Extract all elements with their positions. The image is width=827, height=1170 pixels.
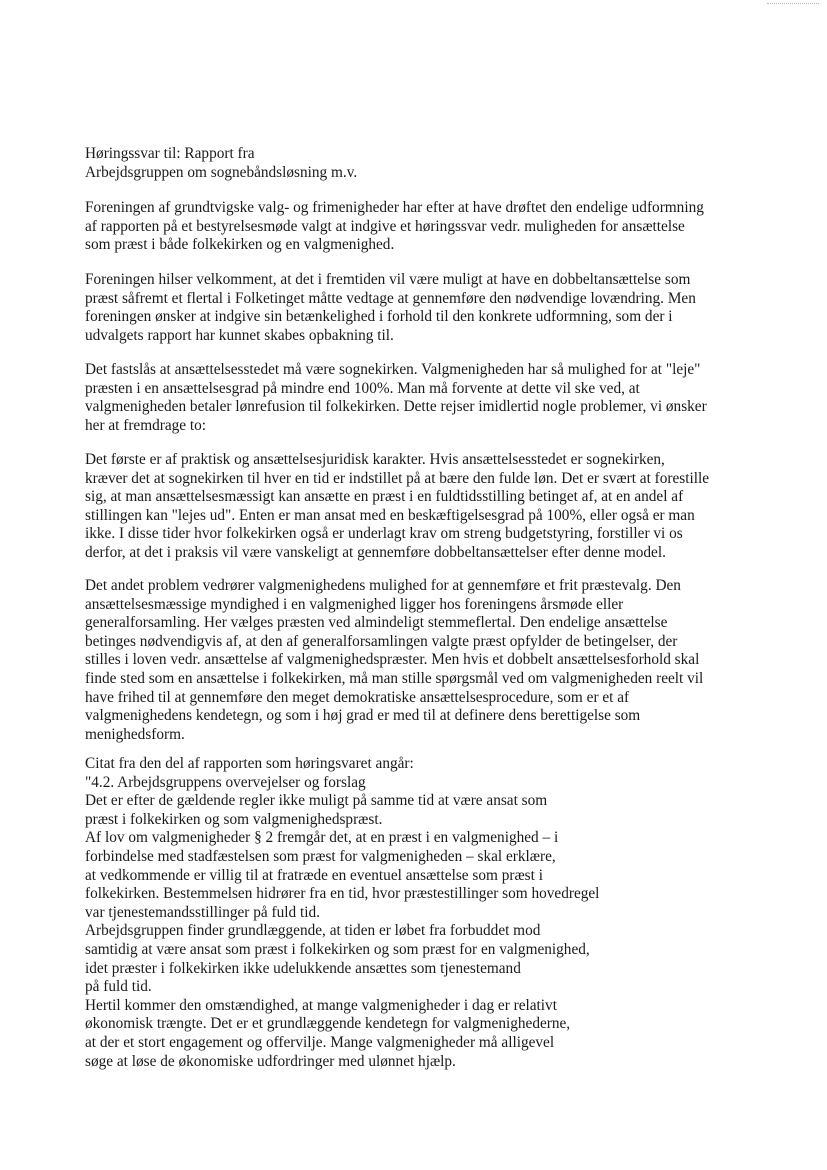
quote-line: på fuld tid. xyxy=(85,978,152,996)
quote-line: at der et stort engagement og offervilje. Mange valgmenigheder må alligevel xyxy=(85,1033,555,1051)
heading-line: Høringssvar til: Rapport fra xyxy=(85,145,255,162)
quote-line: folkekirken. Bestemmelsen hidrører fra en tid, hvor præstestillinger som hovedregel xyxy=(85,885,600,903)
paragraph-first-problem xyxy=(85,451,765,563)
quote-line: samtidig at være ansat som præst i folkekirken og som præst for en valgmenighed, xyxy=(85,940,590,958)
text-line: ansættelsesmæssige myndighed i en valgmenighed ligger hos foreningens årsmøde eller xyxy=(85,595,624,613)
quote-line: præst i folkekirken og som valgmenighedspræst. xyxy=(85,810,383,828)
text-line: foreningen ønsker at indgive sin betænkelighed i forhold til den konkrete udformning, som der i xyxy=(85,308,673,326)
quote-line: Citat fra den del af rapporten som høringsvaret angår: xyxy=(85,755,414,772)
text-line: præst såfremt et flertal i Folketinget måtte vedtage at gennemføre den nødvendige lovændring. Men xyxy=(85,289,696,307)
text-line: betinges nødvendigvis af, at den af generalforsamlingen valgte præst opfylder de betingelser, der xyxy=(85,632,678,650)
text-line: Det første er af praktisk og ansættelsesjuridisk karakter. Hvis ansættelsesstedet er sognekirken, xyxy=(85,451,665,468)
text-line: finde sted som en ansættelse i folkekirken, må man stille spørgsmål ved om valgmenigheden reelt vil xyxy=(85,669,704,687)
text-line: derfor, at det i praksis vil være vanskeligt at gennemføre dobbeltansættelser efter denne model. xyxy=(85,543,666,561)
text-line: af rapporten på et bestyrelsesmøde valgt at indgive et høringssvar vedr. muligheden for ansættelse xyxy=(85,217,685,235)
text-line: som præst i både folkekirken og en valgmenighed. xyxy=(85,236,395,254)
paragraph-welcome xyxy=(85,271,765,345)
quote-line: var tjenestemandsstillinger på fuld tid. xyxy=(85,903,320,921)
paragraph-employment-place xyxy=(85,361,765,435)
text-line: valgmenigheden betaler lønrefusion til folkekirken. Dette rejser imidlertid nogle problemer, vi ønsker xyxy=(85,398,707,416)
paragraph-intro xyxy=(85,199,765,255)
quote-line: Arbejdsgruppen finder grundlæggende, at tiden er løbet fra forbuddet mod xyxy=(85,922,541,940)
document-heading xyxy=(85,145,765,182)
quote-line: idet præster i folkekirken ikke udelukkende ansættes som tjenestemand xyxy=(85,959,521,977)
quote-line: "4.2. Arbejdsgruppens overvejelser og forslag xyxy=(85,773,366,791)
text-line: sig, at man ansættelsesmæssigt kan ansætte en præst i en fuldtidsstilling betinget af, at en andel af xyxy=(85,488,684,506)
quote-line: at vedkommende er villig til at fratræde en eventuel ansættelse som præst i xyxy=(85,866,543,884)
text-line: Det andet problem vedrører valgmenighedens mulighed for at gennemføre et frit præstevalg. Den xyxy=(85,577,681,594)
heading-line: Arbejdsgruppen om sognebåndsløsning m.v. xyxy=(85,163,358,181)
quote-line: søge at løse de økonomiske udfordringer med ulønnet hjælp. xyxy=(85,1052,456,1070)
report-quote xyxy=(85,755,765,1071)
scan-corner-mark xyxy=(767,3,819,4)
text-line: Foreningen hilser velkomment, at det i fremtiden vil være muligt at have en dobbeltansættelse som xyxy=(85,271,691,288)
text-line: præsten i en ansættelsesgrad på mindre end 100%. Man må forvente at dette vil ske ved, at xyxy=(85,379,640,397)
paragraph-second-problem xyxy=(85,577,765,744)
quote-line: forbindelse med stadfæstelsen som præst for valgmenigheden – skal erklære, xyxy=(85,847,556,865)
quote-line: økonomisk trængte. Det er et grundlæggende kendetegn for valgmenighederne, xyxy=(85,1015,571,1033)
text-line: have frihed til at gennemføre den meget demokratiske ansættelsesprocedure, som er et af xyxy=(85,688,630,706)
text-line: menighedsform. xyxy=(85,725,185,743)
text-line: kræver det at sognekirken til hver en tid er indstillet på at bære den fulde løn. Det er svært at forestille xyxy=(85,469,710,487)
text-line: valgmenighedens kendetegn, og som i høj grad er med til at definere dens berettigelse som xyxy=(85,707,641,725)
text-line: stilles i loven vedr. ansættelse af valgmenighedspræster. Men hvis et dobbelt ansættelsesforhold skal xyxy=(85,651,700,669)
text-line: Foreningen af grundtvigske valg- og frimenigheder har efter at have drøftet den endelige udformning xyxy=(85,199,704,216)
text-line: generalforsamling. Her vælges præsten ved almindeligt stemmeflertal. Den endelige ansættelse xyxy=(85,614,668,632)
text-line: udvalgets rapport har kunnet skabes opbakning til. xyxy=(85,326,394,344)
text-line: stillingen kan "lejes ud". Enten er man ansat med en beskæftigelsesgrad på 100%, eller også er man xyxy=(85,506,695,524)
text-line: Det fastslås at ansættelsesstedet må være sognekirken. Valgmenigheden har så mulighed for at "leje" xyxy=(85,361,701,378)
quote-line: Af lov om valgmenigheder § 2 fremgår det, at en præst i en valgmenighed – i xyxy=(85,829,559,847)
text-line: her at fremdrage to: xyxy=(85,416,207,434)
quote-line: Det er efter de gældende regler ikke muligt på samme tid at være ansat som xyxy=(85,792,548,810)
quote-line: Hertil kommer den omstændighed, at mange valgmenigheder i dag er relativt xyxy=(85,996,557,1014)
text-line: ikke. I disse tider hvor folkekirken også er underlagt krav om streng budgetstyring, forstiller vi os xyxy=(85,525,683,543)
